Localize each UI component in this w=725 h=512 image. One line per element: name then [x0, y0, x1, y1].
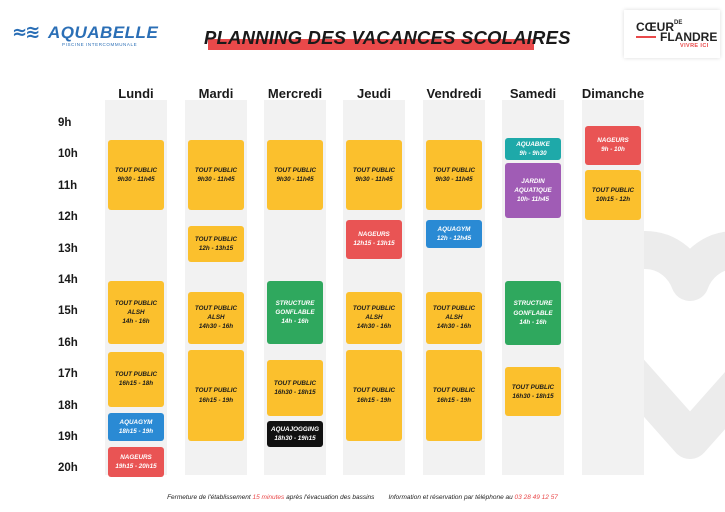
day-label-mercredi: Mercredi — [267, 86, 323, 101]
logo-right-line1: $CŒUR^{DE}$ — [636, 20, 683, 34]
activity-slot — [108, 281, 164, 344]
activity-title: TOUT PUBLIC ALSH — [114, 299, 158, 316]
activity-title: AQUAJOGGING — [271, 425, 319, 433]
activity-slot — [267, 140, 323, 211]
activity-title: NAGEURS — [597, 137, 629, 145]
activity-time: 18h30 - 19h15 — [274, 435, 316, 443]
footer-phone[interactable]: 03 28 49 12 57 — [514, 494, 558, 501]
day-label-dimanche: Dimanche — [581, 86, 645, 101]
day-label-mardi: Mardi — [198, 86, 234, 101]
activity-title: TOUT PUBLIC — [114, 166, 158, 174]
footer-closing-highlight: 15 minutes — [252, 494, 285, 501]
coeur-de-flandre-logo — [624, 10, 720, 58]
logo-right-line2: FLANDRE — [660, 30, 718, 44]
activity-title: TOUT PUBLIC — [432, 166, 476, 174]
hour-label: 9h — [58, 117, 72, 129]
activity-slot — [108, 413, 164, 441]
activity-slot — [108, 447, 164, 477]
activity-slot — [426, 220, 482, 248]
activity-time: 12h15 - 13h15 — [353, 240, 395, 248]
activity-slot — [426, 292, 482, 344]
activity-slot — [188, 350, 244, 441]
activity-time: 14h - 16h — [122, 317, 150, 325]
logo-brand-text: AQUABELLE — [48, 23, 159, 42]
activity-slot — [188, 140, 244, 211]
activity-slot — [426, 140, 482, 211]
activity-title: NAGEURS — [358, 231, 390, 239]
activity-time: 16h15 - 19h — [198, 396, 234, 404]
activity-time: 9h - 10h — [601, 146, 625, 154]
logo-right-dash — [636, 36, 656, 38]
activity-title: TOUT PUBLIC — [511, 383, 555, 391]
activity-slot — [188, 292, 244, 344]
activity-time: 12h - 12h45 — [436, 234, 472, 242]
hour-label: 20h — [58, 462, 78, 475]
day-label-samedi: Samedi — [509, 86, 557, 101]
activity-title: TOUT PUBLIC — [273, 379, 317, 387]
activity-time: 16h15 - 18h — [118, 380, 154, 388]
activity-title: AQUAGYM — [437, 225, 471, 233]
activity-slot — [585, 126, 641, 165]
activity-time: 9h30 - 11h45 — [276, 176, 314, 183]
hour-label: 16h — [58, 336, 78, 349]
activity-slot — [505, 281, 561, 345]
activity-slot — [108, 352, 164, 407]
footer-closing-text: Fermeture de l'établissement — [167, 494, 253, 501]
activity-title: TOUT PUBLIC ALSH — [432, 305, 476, 322]
activity-slot — [267, 360, 323, 417]
day-label-jeudi: Jeudi — [357, 86, 391, 101]
activity-time: 16h30 - 18h15 — [512, 392, 554, 400]
page-title-block — [204, 26, 571, 52]
activity-time: 9h30 - 11h45 — [355, 176, 393, 183]
footer-info-text: Information et réservation par téléphone au — [388, 494, 515, 501]
hour-label: 12h — [58, 211, 78, 224]
activity-time: 16h30 - 18h15 — [274, 388, 316, 396]
activity-title: JARDIN AQUATIQUE — [514, 178, 552, 195]
activity-title: AQUABIKE — [516, 140, 550, 148]
hour-label: 13h — [58, 242, 78, 255]
activity-time: 9h - 9h30 — [519, 150, 547, 158]
activity-slot — [346, 350, 402, 441]
activity-time: 18h15 - 19h — [118, 428, 154, 435]
activity-slot — [505, 138, 561, 160]
activity-title: TOUT PUBLIC — [432, 387, 476, 395]
wave-splash-icon: ≈≋ — [12, 22, 39, 43]
activity-time: 10h15 - 12h — [595, 195, 631, 203]
activity-time: 9h30 - 11h45 — [117, 176, 155, 183]
activity-title: STRUCTURE GONFLABLE — [513, 300, 553, 317]
activity-time: 16h15 - 19h — [436, 396, 472, 404]
activity-slot — [267, 421, 323, 448]
logo-subtitle: PISCINE INTERCOMMUNALE — [62, 42, 138, 47]
activity-time: 9h30 - 11h45 — [435, 176, 473, 183]
activity-title: AQUAGYM — [119, 418, 153, 426]
footer-closing-rest: après l'évacuation des bassins — [284, 494, 375, 501]
activity-slot — [108, 140, 164, 211]
activity-slot — [346, 292, 402, 344]
page-title: PLANNING DES VACANCES SCOLAIRES — [204, 27, 571, 48]
day-label-vendredi: Vendredi — [426, 86, 482, 101]
activity-time: 14h - 16h — [519, 318, 547, 326]
activity-slot — [585, 170, 641, 220]
activity-time: 14h - 16h — [281, 317, 309, 325]
activity-title: TOUT PUBLIC — [194, 166, 238, 174]
hour-label: 15h — [58, 305, 78, 318]
activity-time: 14h30 - 16h — [198, 323, 234, 331]
activity-slot — [188, 226, 244, 262]
aquabelle-logo — [12, 22, 159, 48]
hour-label: 19h — [58, 431, 78, 443]
activity-title: TOUT PUBLIC ALSH — [352, 305, 396, 322]
activity-slot — [267, 281, 323, 344]
activity-title: TOUT PUBLIC — [273, 166, 317, 174]
activity-slot — [346, 140, 402, 211]
activity-time: 14h30 - 16h — [436, 323, 472, 331]
logo-right-tagline: VIVRE ICI — [680, 43, 709, 49]
activity-time: 12h - 13h15 — [198, 245, 234, 253]
activity-title: TOUT PUBLIC — [352, 166, 396, 174]
activity-time: 14h30 - 16h — [356, 323, 392, 331]
hour-label: 11h — [58, 179, 78, 192]
hour-label: 10h — [58, 148, 78, 161]
activity-title: TOUT PUBLIC — [352, 387, 396, 395]
activity-title: TOUT PUBLIC ALSH — [194, 305, 238, 322]
hour-label: 14h — [58, 274, 78, 286]
activity-slot — [346, 220, 402, 259]
activity-slot — [426, 350, 482, 441]
activity-time: 16h15 - 19h — [356, 396, 392, 404]
day-label-lundi: Lundi — [118, 86, 154, 101]
activity-slot — [505, 367, 561, 416]
activity-title: NAGEURS — [120, 454, 152, 462]
activity-title: TOUT PUBLIC — [591, 186, 635, 194]
activity-title: TOUT PUBLIC — [194, 387, 238, 395]
hour-label: 17h — [58, 368, 78, 381]
activity-time: 19h15 - 20h15 — [115, 463, 157, 471]
activity-time: 9h30 - 11h45 — [197, 176, 235, 183]
footer-info — [0, 494, 725, 501]
activity-title: TOUT PUBLIC — [114, 370, 158, 378]
activity-slot — [505, 163, 561, 218]
activity-time: 10h- 11h45 — [516, 196, 550, 204]
activity-title: STRUCTURE GONFLABLE — [275, 299, 315, 316]
activity-title: TOUT PUBLIC — [194, 235, 238, 243]
hour-label: 18h — [58, 399, 78, 412]
